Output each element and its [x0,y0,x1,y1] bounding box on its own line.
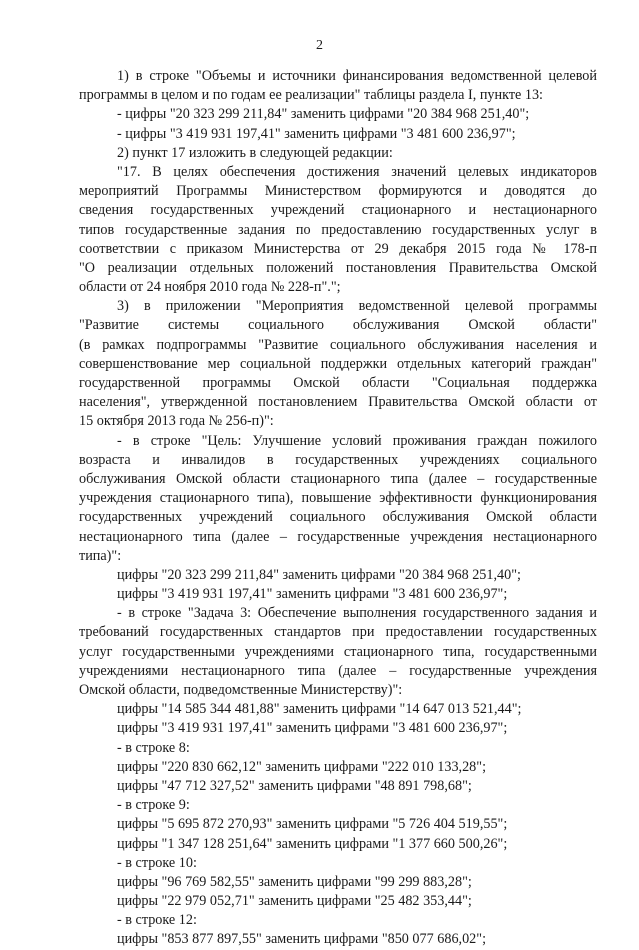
text-line: "17. В целях обеспечения достижения значений целевых индикаторов [117,163,597,180]
text-line: - цифры "20 323 299 211,84" заменить цифрами "20 384 968 251,40"; [117,106,530,123]
text-line: возраста и инвалидов в государственных учреждениях социального [79,451,597,468]
text-line: услуг государственными учреждениями стационарного типа, государственными [79,643,597,660]
text-line: учреждения стационарного типа), повышение эффективности функционирования [79,490,597,507]
text-line: цифры "96 769 582,55" заменить цифрами "99 299 883,28"; [117,873,472,890]
text-line: - цифры "3 419 931 197,41" заменить цифрами "3 481 600 236,97"; [117,125,516,142]
text-line: мероприятий Программы Министерством формируются и доводятся до [79,183,597,200]
text-line: цифры "3 419 931 197,41" заменить цифрами "3 481 600 236,97"; [117,586,508,603]
text-line: государственных учреждений социального обслуживания Омской области [79,509,597,526]
text-line: цифры "14 585 344 481,88" заменить цифрами "14 647 013 521,44"; [117,701,522,718]
text-line: 3) в приложении "Мероприятия ведомственной целевой программы [117,298,597,315]
text-line: обслуживания Омской области стационарного типа (далее – государственные [79,470,597,487]
text-line: 2) пункт 17 изложить в следующей редакции: [117,144,393,161]
text-line: цифры "5 695 872 270,93" заменить цифрами "5 726 404 519,55"; [117,816,508,833]
text-line: совершенствование мер социальной поддержки отдельных категорий граждан" [79,355,597,372]
text-line: цифры "220 830 662,12" заменить цифрами "222 010 133,28"; [117,758,487,775]
text-line: 1) в строке "Объемы и источники финансирования ведомственной целевой [117,68,597,84]
text-line: цифры "853 877 897,55" заменить цифрами "850 077 686,02"; [117,931,487,948]
text-line: населения", утвержденной постановлением Правительства Омской области от [79,394,597,411]
text-line: цифры "3 419 931 197,41" заменить цифрами "3 481 600 236,97"; [117,720,508,737]
text-line: "Развитие системы социального обслуживания Омской области" [79,317,597,334]
text-line: программы в целом и по годам ее реализации" таблицы раздела I, пункте 13: [79,87,544,104]
text-line: - в строке 9: [117,797,190,814]
text-line: учреждениями нестационарного типа (далее – государственные учреждения [79,662,597,679]
text-line: (в рамках подпрограммы "Развитие социального обслуживания населения и [79,336,597,353]
text-line: цифры "47 712 327,52" заменить цифрами "48 891 798,68"; [117,777,472,794]
text-line: "О реализации отдельных положений постановления Правительства Омской [79,259,597,276]
text-line: - в строке "Задача 3: Обеспечение выполнения государственного задания и [117,605,597,622]
text-line: типов государственные задания по предоставлению государственных услуг в [79,221,597,238]
text-line: 15 октября 2013 года № 256-п)": [79,413,274,430]
page-number: 2 [316,38,323,53]
text-line: - в строке 8: [117,739,190,756]
text-line: Омской области, подведомственные Министерству)": [79,682,403,698]
document-body [79,67,597,950]
text-line: области от 24 ноября 2010 года № 228-п"."; [79,279,341,296]
text-line: - в строке 10: [117,854,197,871]
text-line: сведения государственных учреждений стационарного и нестационарного [79,202,597,219]
text-line: цифры "22 979 052,71" заменить цифрами "25 482 353,44"; [117,893,472,910]
text-line: нестационарного типа (далее – государственные учреждения нестационарного [79,528,597,545]
text-line: типа)": [79,547,122,564]
text-line: - в строке 12: [117,912,197,929]
text-line: государственной программы Омской области "Социальная поддержка [79,375,597,391]
text-line: соответствии с приказом Министерства от 29 декабря 2015 года № 178-п [79,240,597,257]
text-line: цифры "20 323 299 211,84" заменить цифрами "20 384 968 251,40"; [117,566,521,583]
text-line: требований государственных стандартов при предоставлении государственных [79,624,597,641]
text-line: - в строке "Цель: Улучшение условий проживания граждан пожилого [117,432,597,449]
text-line: цифры "1 347 128 251,64" заменить цифрами "1 377 660 500,26"; [117,835,508,852]
